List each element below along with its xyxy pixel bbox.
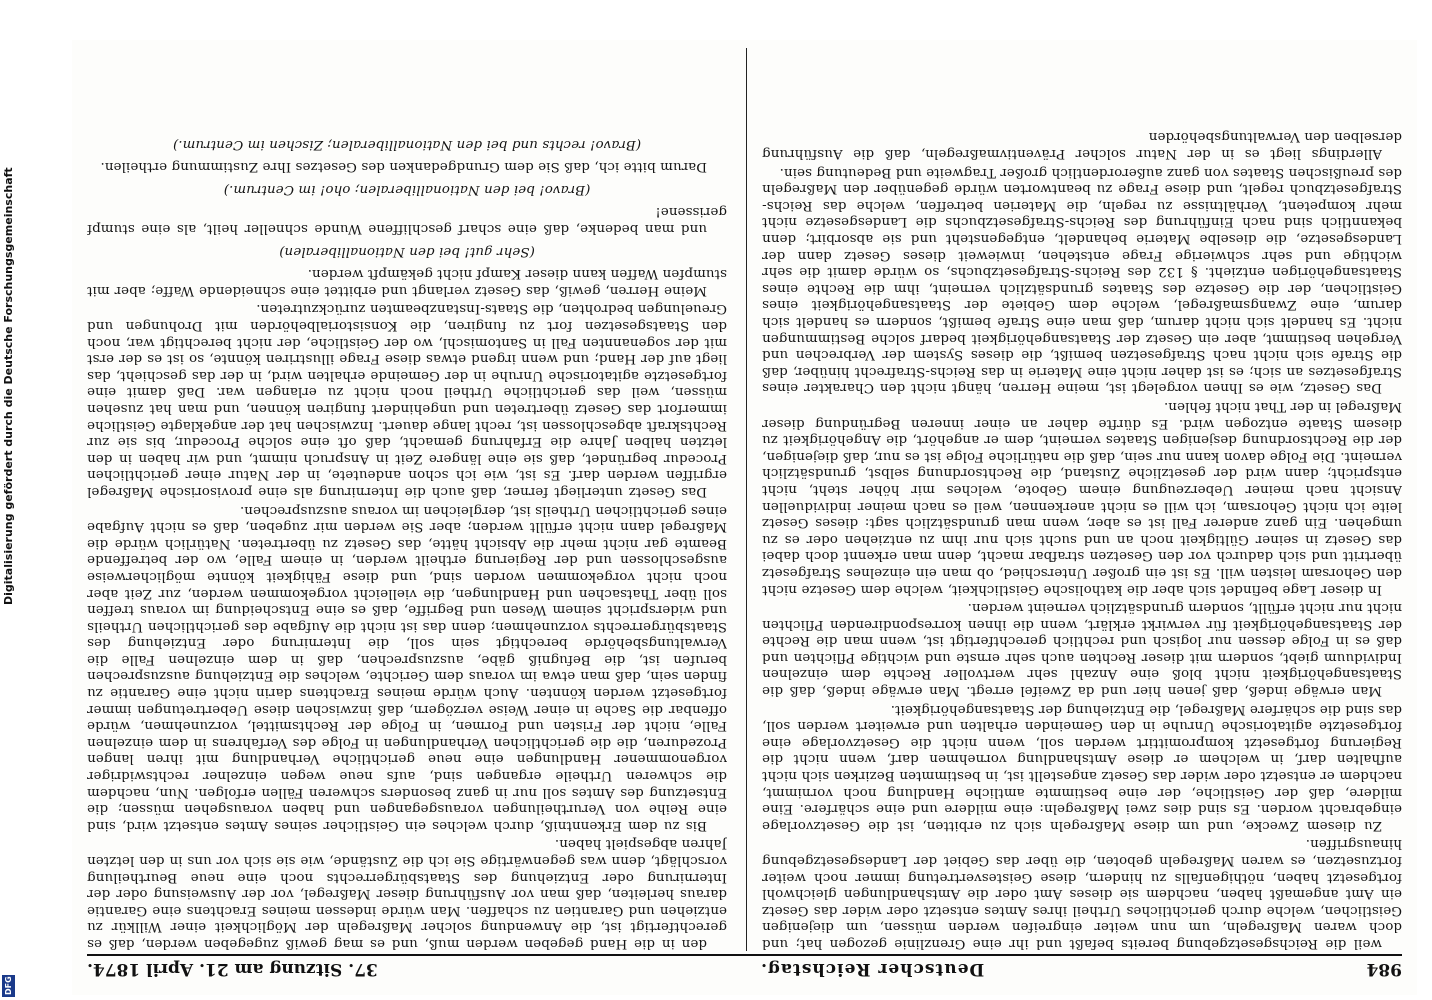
right-paragraph: Darum bitte ich, daß Sie dem Grundgedanken des Gesetzes Ihre Zustimmung ertheilen. bbox=[100, 159, 707, 175]
left-paragraph: Man erwäge indeß, daß jenen hier und da Zweifel erregt. Man erwäge indeß, daß die Staatsangehörigkeit nicht bloß eine Anzahl sehr wertvoller Rechte dem einzelnen Individuum giebt, sondern mit dieser Rechten auch sehr ernste und wichtige Pflichten und daß es in Folge dessen nur logisch und rechtlich gerechtfertigt ist, wenn man die Rechte der Staatsangehörigkeit für verwirkt erklärt, wenn die ihnen korrespondirenden Pflichten nicht nur nicht erfüllt, sondern grundsätzlich verneint werden. bbox=[762, 600, 1402, 699]
left-column bbox=[762, 48, 1402, 951]
right-paragraph: Bis zu dem Erkenntniß, durch welches ein Geistlicher seines Amtes entsetzt wird, sind eine Reihe von Verurtheilungen vorausgegangen und haben vorausgehen müssen; die Entsetzung des Amtes soll nur in ganz besonders schweren Fällen erfolgen. Nun, nachdem die schweren Urtheile ergangen sind, aufs neue wegen einzelner rechtswidriger vorgenommener Handlungen eine neue gerichtliche Verhandlung mit ihren langen Prozeduren, die die gerichtlichen Verhandlungen in Folge des Verfahrens in dem einzelnen Falle, nicht der Fristen und Formen, in Folge der Rechtsmittel, vorzunehmen, würde offenbar die Sache in einer Weise verzögern, daß inzwischen diese Uebertretungen immer fortgesetzt werden könnten. Auch würde meines Erachtens darin nicht eine Garantie zu finden sein, daß man etwa im voraus dem Gerichte, welches die Entziehung auszusprechen berufen ist, die Befugniß gäbe, auszusprechen, daß in dem einzelnen Falle die Verwaltungsbehörde berechtigt sein soll, die Internirung oder Entziehung des Staatsbürgerrechts vorzunehmen; denn das ist nicht die Aufgabe des gerichtlichen Urtheils und widerspricht seinem Wesen und Begriffe, daß es eine Entscheidung im voraus treffen soll über Thatsachen und Handlungen, die vielleicht vorgekommen werden, zur Zeit aber noch nicht vorgekommen worden sind, und diese Fähigkeit könnte möglicherweise ausgeschlossen und der Regierung ertheilt werden, in einem Falle, wo der betreffende Beamte gar nicht mehr die Absicht hätte, das Gesetz zu übertreten. Natürlich würde die Maßregel dann nicht erfüllt werden; aber Sie werden mir zugeben, daß es nicht Aufgabe eines gerichtlichen Urtheils ist, dergleichen im voraus auszusprechen. bbox=[87, 502, 727, 833]
left-paragraph: Das Gesetz, wie es Ihnen vorgelegt ist, meine Herren, hängt nicht den Charakter eines Strafgesetzes an sich; es ist daher nicht eine Materie in das Reichs-Strafrecht hinüber, daß die Strafe sich nicht nach Strafgesetzen bemißt, die dieses System der Verbrechen und Vergehen bestimmt, aber ein Gesetz der Staatsangehörigkeit bedarf solche Bestimmungen nicht. Es handelt sich nicht darum, daß man eine Strafe bemißt, sondern es handelt sich darum, eine Zwangsmaßregel, welche dem Gebiete der Staatsangehörigkeit eines Geistlichen, der die Gesetze des Staates grundsätzlich verneint, ihm die Rechte eines Staatsangehörigen entzieht. § 132 des Reichs-Strafgesetzbuchs, so würde damit die sehr wichtige und sehr schwierige Frage entstehen, inwieweit dieses Gesetz dann der Landesgesetze, die dieselbe Materie behandelt, entgegensteht und sie absorbirt; denn bekanntlich sind nach Einführung des Reichs-Strafgesetzbuchs die Landesgesetze nicht mehr kompetent, Verhältnisse zu regeln, die Materien betreffen, welche das Reichs-Strafgesetzbuch regelt, und diese Frage zu beantworten würde gegenüber den Maßregeln des preußischen Staates von ganz außerordentlich großer Tragweite und Bedeutung sein. bbox=[762, 164, 1402, 396]
scanned-page bbox=[72, 40, 1417, 995]
interjection: (Bravo! bei den Nationalliberalen; oho! im Centrum.) bbox=[223, 181, 591, 197]
right-paragraph: und man bedenke, daß eine scharf geschliffene Wunde schneller heilt, als eine stumpf gerissene! bbox=[87, 204, 727, 237]
page-header bbox=[87, 954, 1402, 987]
left-paragraph: Zu diesem Zwecke, und um diese Maßregeln sich zu erbitten, ist die Gesetzvorlage eingebracht worden. Es sind dies zwei Maßregeln: eine mildere und eine schärfere. Eine mildere, daß der Geistliche, der eine bestimmte amtliche Handlung noch vornimmt, nachdem er entsetzt oder wider das Gesetz angestellt ist, in bestimmten Bezirken sich nicht aufhalten darf, in welchem er diese Amtshandlung vornehmen darf, wenn nicht die Regierung fortgesetzt kompromittirt werden soll, wenn nicht die Gesetzvorlage eine fortgesetzte agitatorische Unruhe in den Gemeinden erhalten und erweitert werden soll, das sind die schärfere Maßregel, die Entziehung der Staatsangehörigkeit. bbox=[762, 701, 1402, 833]
right-paragraph: Das Gesetz unterliegt ferner, daß auch die Internirung als eine provisorische Maßregel ergriffen werden darf. Es ist, wie ich schon andeutete, in der Natur einer gerichtlichen Procedur begründet, daß sie eine längere Zeit in Anspruch nimmt, und wir haben in den letzten halben Jahre die Erfahrung gemacht, daß oft eine solche Procedur, bis sie zur Rechtskraft abgeschlossen ist, recht lange dauert. Inzwischen hat der angeklagte Geistliche immerfort das Gesetz übertreten und ungehindert fungiren können, und man hat zusehen müssen, weil das gerichtliche Urtheil noch nicht zu erlangen war. Daß damit eine fortgesetzte agitatorische Unruhe in der Gemeinde erhalten wird, in der das geschieht, das liegt auf der Hand; und wenn irgend etwas diese Frage illustriren könnte, so ist es der erst mit der sogenannten Fall in Santomischl, wo der Geistliche, der nicht berechtigt war, noch den Staatsgesetzen fort zu fungiren, die Konsistorialbehörden mit Drohungen und Greuelungen bedrohten, die Staats-Instanzbeamten zurückzutreten. bbox=[87, 301, 727, 499]
left-paragraph: Allerdings liegt es in der Natur solcher Präventivmaßregeln, daß die Ausführung derselben den Verwaltungsbehörden bbox=[762, 129, 1402, 162]
right-paragraph: Meine Herren, gewiß, das Gesetz verlangt und erbittet eine schneidende Waffe; aber mit stumpfen Waffen kann dieser Kampf nicht gekämpft werden. bbox=[87, 266, 727, 298]
left-paragraph: weil die Reichsgesetzgebung bereits befaßt und ihr eine Grenzlinie gezogen hat; und doch waren Maßregeln, um nun weiter eingreifen werden müssen, um diejenigen Geistlichen, welche durch gerichtliches Urtheil ihres Amtes entsetzt oder wider das Gesetz ein Amt angemaßt haben, nachdem sie dieses Amt oder die Amtshandlungen gleichwohl fortgesetzt haben, nöthigenfalls zu hindern, diese Geistesvertretung immer noch weiter fortzusetzen, es waren Maßregeln geboten, die über das Gebiet der Landesgesetzgebung hinausgriffen. bbox=[762, 836, 1402, 951]
session-label: 37. Sitzung am 21. April 1874. bbox=[87, 959, 378, 979]
dfg-logo: DFG bbox=[4, 976, 13, 996]
interjection: (Bravo! rechts und bei den Nationalliberalen; Zischen im Centrum.) bbox=[172, 136, 642, 152]
interjection: (Sehr gut! bei den Nationalliberalen) bbox=[279, 243, 535, 259]
digitization-credit: Digitalisierung gefördert durch die Deutsche Forschungsgemeinschaft bbox=[2, 167, 15, 605]
header-title: Deutscher Reichstag. bbox=[760, 959, 985, 979]
right-paragraph: den in die Hand gegeben werden muß, und es mag gewiß zugegeben werden, daß es gerechtfertigt ist, die Anwendung solcher Maßregeln der Möglichkeit einer Willkür zu entziehen und Garantien zu schaffen. Man würde indessen meines Erachtens eine Garantie daraus herleiten, daß man vor Ausführung dieser Maßregel, vor der Ausweisung oder der Internirung oder Entziehung des Staatsbürgerrechts noch eine neue Beurtheilung vorschlägt, denn was gegenwärtige Sie ich die Zustände, wie sie sich vor uns in den letzten Jahren abgespielt haben. bbox=[87, 836, 727, 951]
right-column bbox=[87, 48, 727, 951]
page-number: 984 bbox=[1366, 959, 1402, 979]
left-paragraph: In dieser Lage befindet sich aber die katholische Geistlichkeit, welche dem Gesetze nicht den Gehorsam leisten will. Es ist ein großer Unterschied, ob man ein einzelnes Strafgesetz übertritt und sich dadurch vor den Gesetzen strafbar macht, denn man erkennt doch dabei das Gesetz in seiner Gültigkeit noch an und sucht sich nur ihm zu entziehen oder es zu umgehen. Ein ganz anderer Fall ist es aber, wenn man grundsätzlich sagt: dieses Gesetz leite ich nicht Gehorsam, ich will es nicht anerkennen, weil es nach meiner individuellen Ansicht nach meiner Ueberzeugung einem Gebote, welches mir höher steht, nicht entspricht; dann wird der gesetzliche Zustand, die Rechtsordnung selbst, grundsätzlich verneint. Die Folge davon kann nur sein, daß die natürliche Folge ist es nur, daß diejenigen, der die Rechtsordnung desjenigen Staates verneint, dem er angehört, die Angehörigkeit zu diesem Staate entzogen wird. Es dürfte daher an einer inneren Begründung dieser Maßregel in der That nicht fehlen. bbox=[762, 399, 1402, 597]
column-divider bbox=[746, 48, 747, 951]
